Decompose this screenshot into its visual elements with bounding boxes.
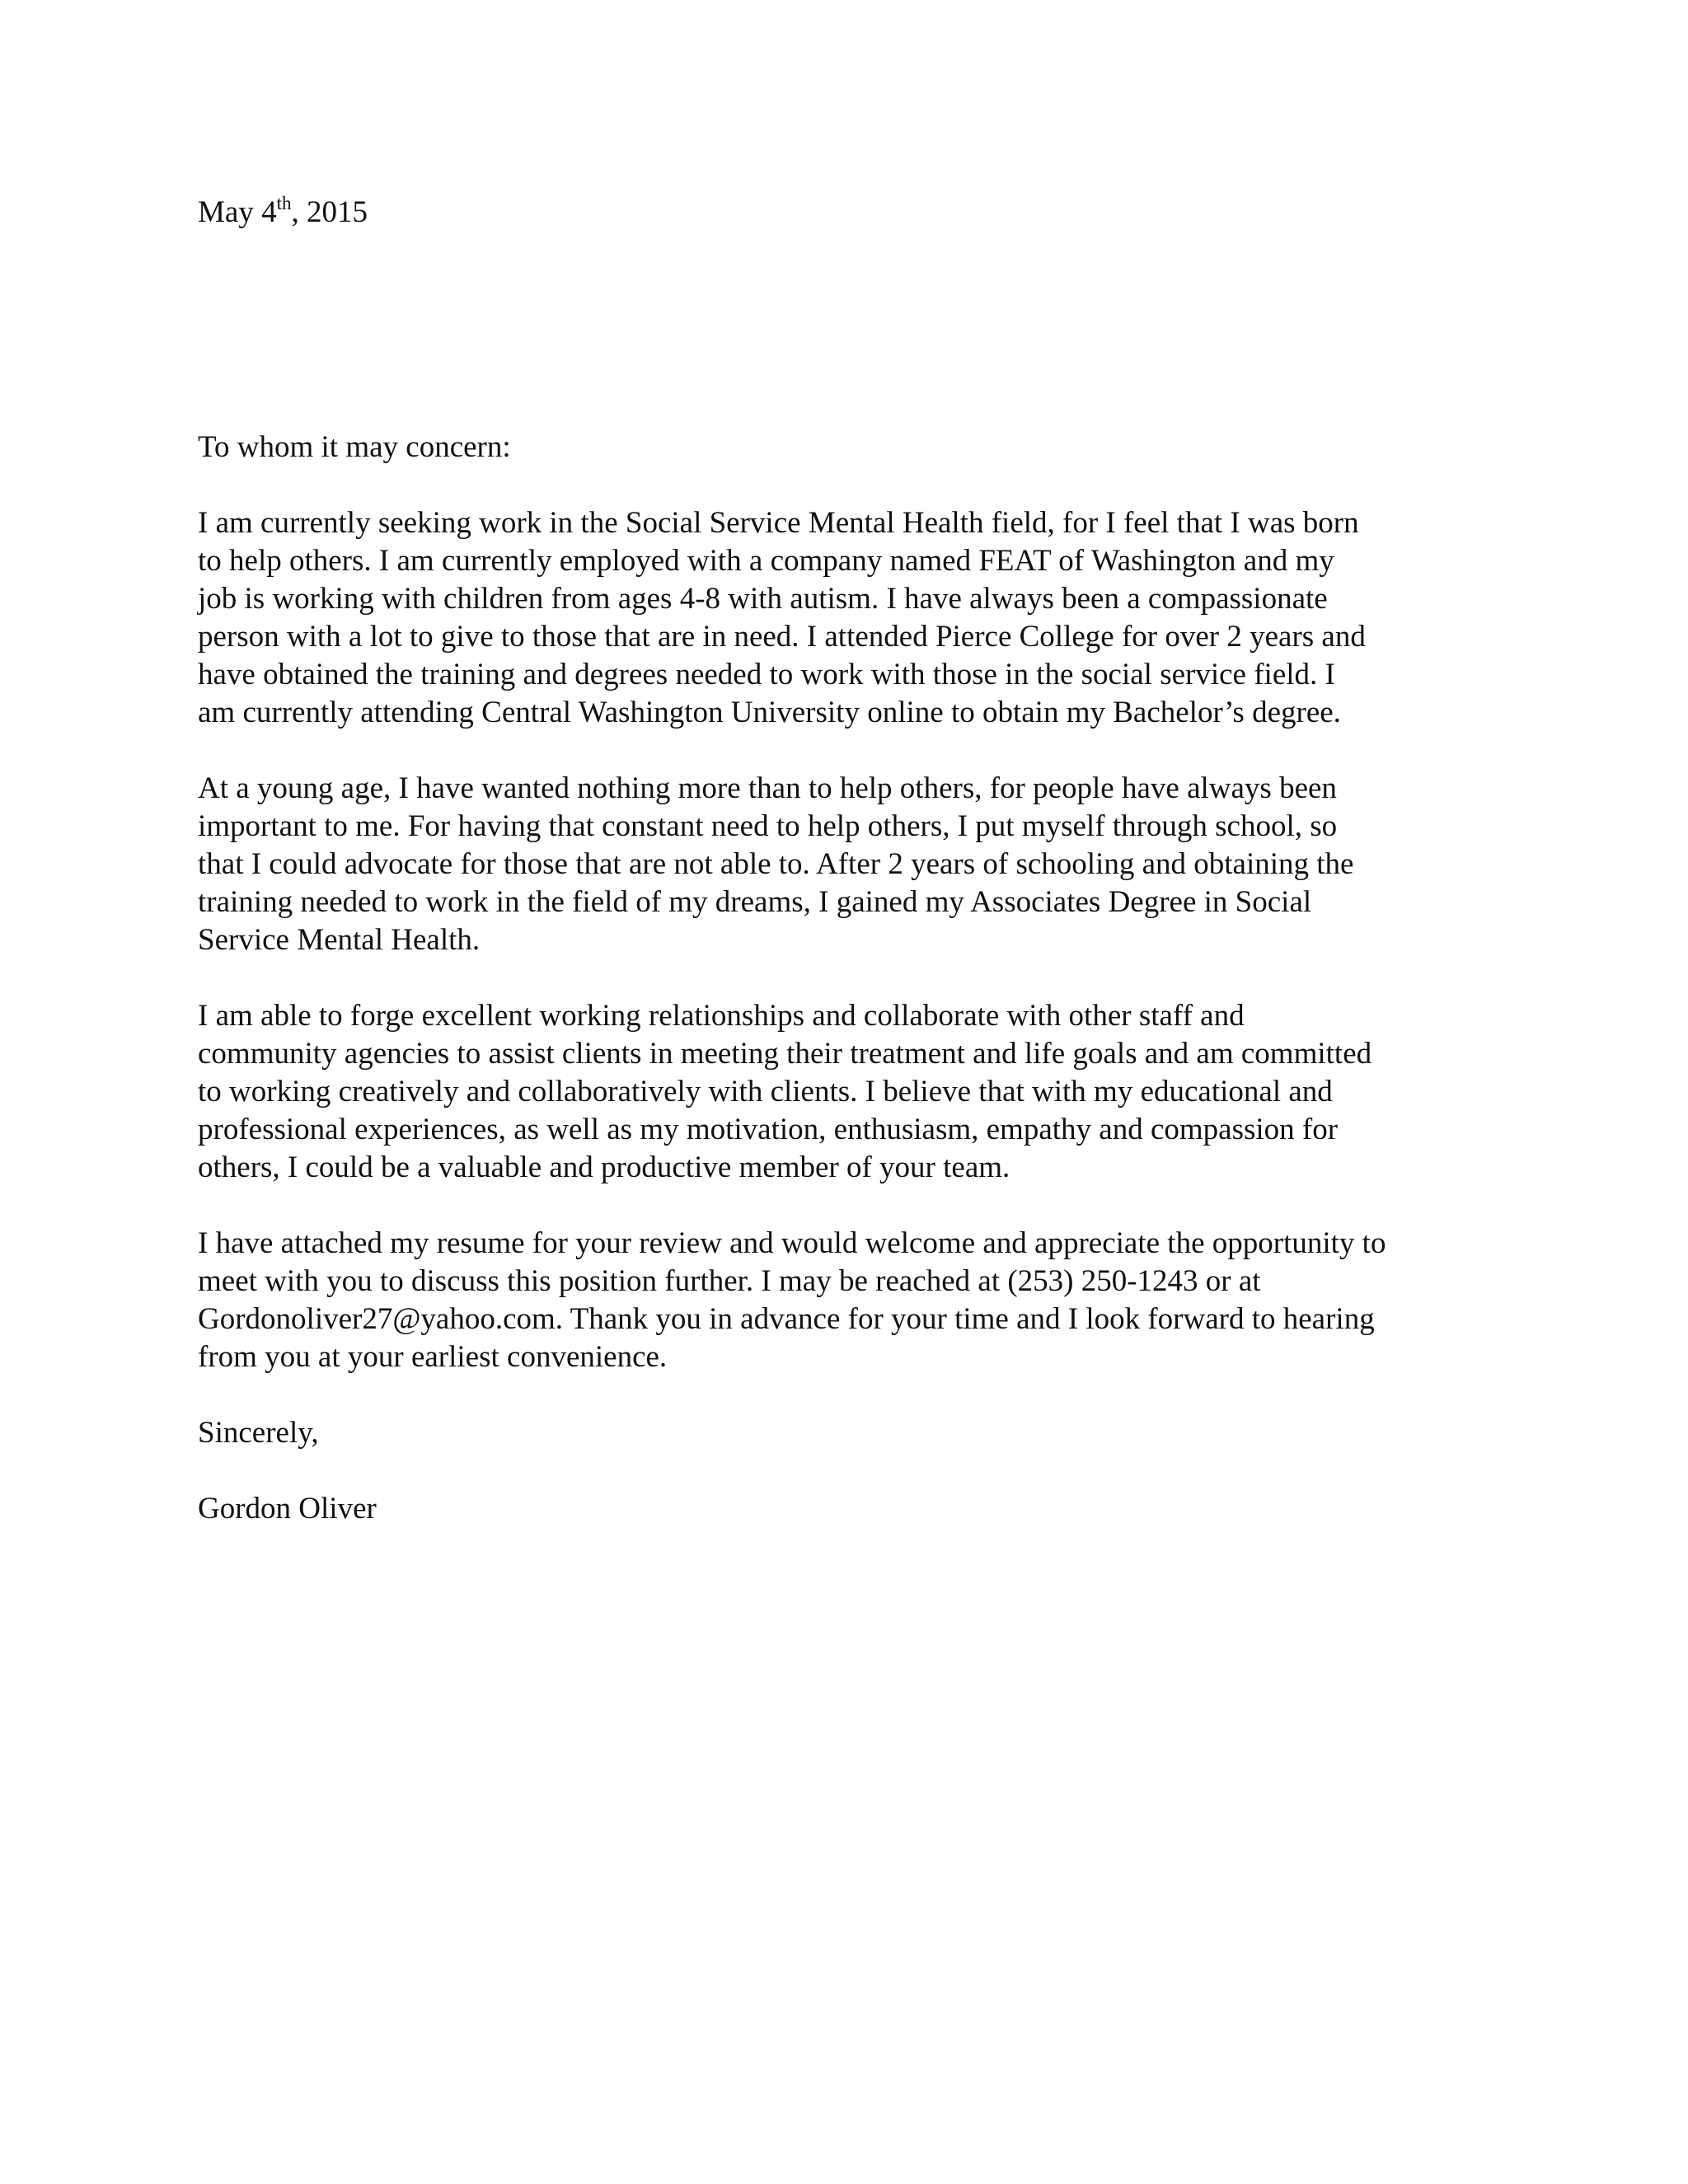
paragraph-line: I have attached my resume for your review and would welcome and appreciate the opportunity to bbox=[198, 1226, 1386, 1260]
paragraph-line: to working creatively and collaboratively with clients. I believe that with my educational and bbox=[198, 1075, 1333, 1108]
paragraph-skills bbox=[198, 997, 1500, 1187]
paragraph-line: Service Mental Health. bbox=[198, 923, 481, 957]
paragraph-line: have obtained the training and degrees needed to work with those in the social service field. I bbox=[198, 658, 1335, 691]
paragraph-line: important to me. For having that constant need to help others, I put myself through school, so bbox=[198, 809, 1338, 843]
cover-letter bbox=[198, 192, 1500, 1526]
letter-body bbox=[198, 504, 1500, 1528]
paragraph-line: meet with you to discuss this position further. I may be reached at (253) 250-1243 or at bbox=[198, 1264, 1261, 1298]
paragraph-line: from you at your earliest convenience. bbox=[198, 1340, 668, 1374]
paragraph-background bbox=[198, 770, 1500, 959]
letter-date bbox=[198, 194, 1500, 232]
paragraph-line: I am able to forge excellent working relationships and collaborate with other staff and bbox=[198, 999, 1245, 1033]
date-month-day: May 4 bbox=[198, 195, 277, 229]
date-year: , 2015 bbox=[291, 195, 368, 229]
signature-name: Gordon Oliver bbox=[198, 1492, 377, 1526]
paragraph-line: community agencies to assist clients in meeting their treatment and life goals and am committed bbox=[198, 1037, 1372, 1071]
paragraph-line: person with a lot to give to those that are in need. I attended Pierce College for over 2 years and bbox=[198, 620, 1366, 654]
paragraph-line: professional experiences, as well as my motivation, enthusiasm, empathy and compassion for bbox=[198, 1113, 1339, 1146]
salutation: To whom it may concern: bbox=[198, 430, 511, 464]
date-ordinal-suffix: th bbox=[276, 192, 292, 213]
paragraph-line: that I could advocate for those that are not able to. After 2 years of schooling and obtaining the bbox=[198, 847, 1354, 881]
paragraph-intro bbox=[198, 504, 1500, 732]
paragraph-line: am currently attending Central Washington University online to obtain my Bachelor’s degree. bbox=[198, 696, 1341, 729]
paragraph-line: At a young age, I have wanted nothing more than to help others, for people have always been bbox=[198, 771, 1337, 805]
paragraph-contact bbox=[198, 1225, 1500, 1376]
paragraph-line: Gordonoliver27@yahoo.com. Thank you in advance for your time and I look forward to hearing bbox=[198, 1302, 1375, 1336]
paragraph-line: I am currently seeking work in the Social Service Mental Health field, for I feel that I was born bbox=[198, 506, 1359, 540]
paragraph-line: job is working with children from ages 4-8 with autism. I have always been a compassionate bbox=[198, 582, 1328, 616]
paragraph-line: to help others. I am currently employed with a company named FEAT of Washington and my bbox=[198, 544, 1334, 578]
closing: Sincerely, bbox=[198, 1416, 319, 1450]
paragraph-line: training needed to work in the field of my dreams, I gained my Associates Degree in Social bbox=[198, 885, 1312, 919]
paragraph-line: others, I could be a valuable and productive member of your team. bbox=[198, 1151, 1010, 1184]
